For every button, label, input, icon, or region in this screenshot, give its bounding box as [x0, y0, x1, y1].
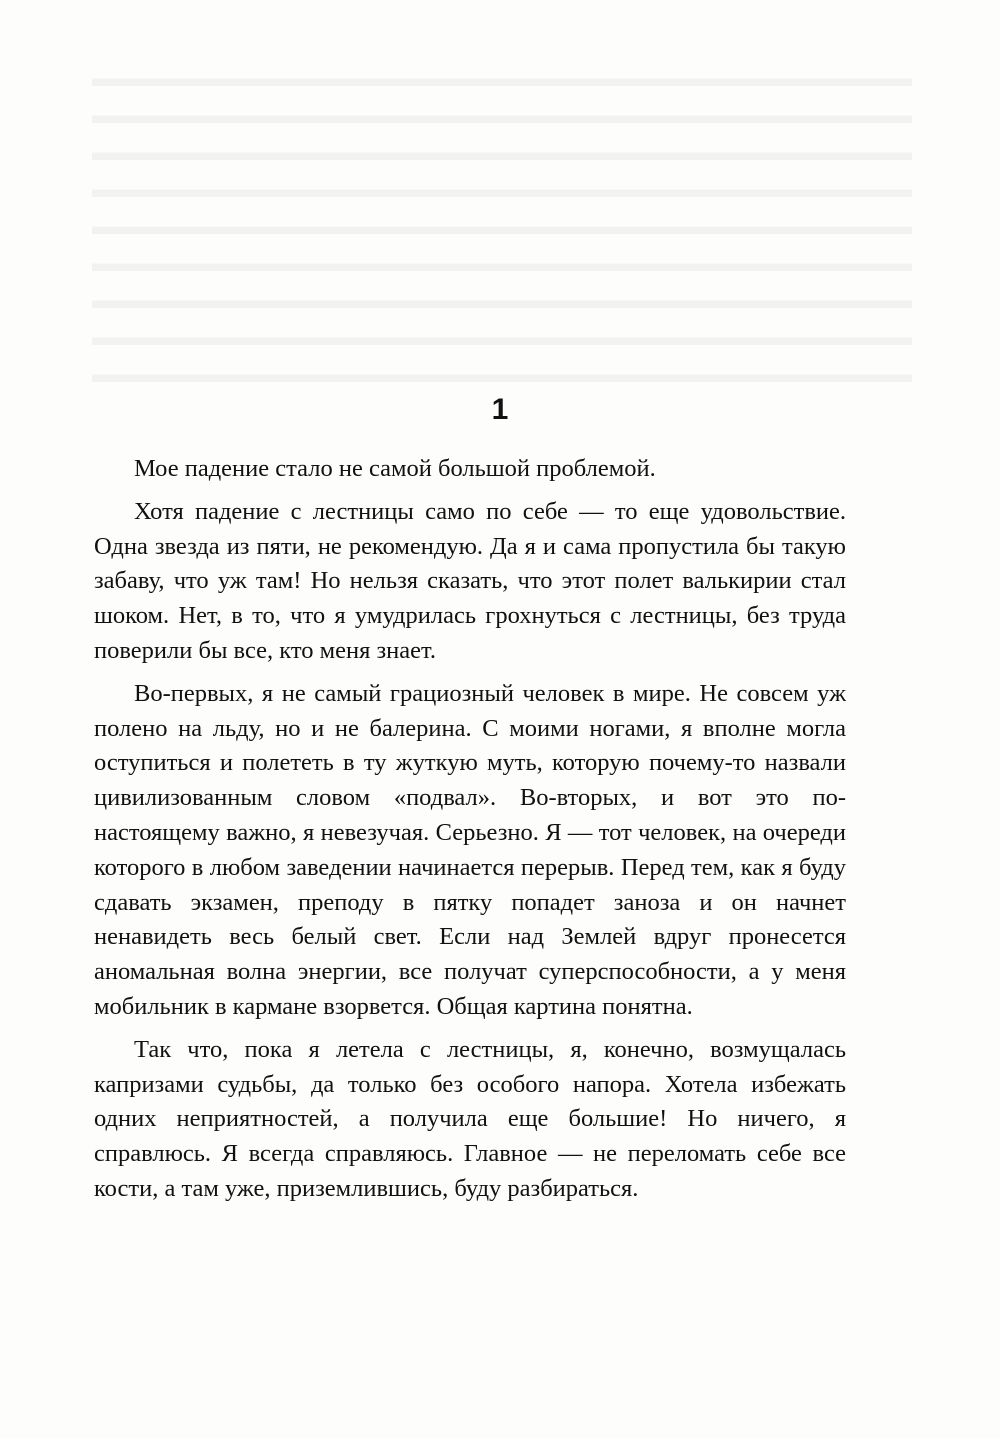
chapter-number: 1: [491, 393, 509, 426]
paragraph: Так что, пока я летела с лестницы, я, конечно, возмущалась капризами судьбы, да только без особого напора. Хотела избежать одних неприятностей, а получила еще большие! Но ничего, я справлюсь. Я всегда справляюсь. Главное — не переломать себе все кости, а там уже, приземлившись, буду разбираться.: [94, 1035, 846, 1202]
show-through-texture: [92, 60, 912, 393]
paragraph: Во-первых, я не самый грациозный человек в мире. Не совсем уж полено на льду, но и не балерина. С моими ногами, я вполне могла оступиться и полететь в ту жуткую муть, которую почему-то назвали цивилизованным словом «подвал». Во-вторых, и вот это по-настоящему важно, я невезучая. Серьезно. Я — тот человек, на очереди которого в любом заведении начинается перерыв. Перед тем, как я буду сдавать экзамен, преподу в пятку попадет заноза и он начнет ненавидеть весь белый свет. Если над Землей вдруг пронесется аномальная волна энергии, все получат суперспособности, а у меня мобильник в кармане взорвется. Общая картина понятна.: [94, 679, 846, 1020]
chapter-text: [94, 452, 846, 1215]
paragraph: Хотя падение с лестницы само по себе — то еще удовольствие. Одна звезда из пяти, не рекомендую. Да я и сама пропустила бы такую забаву, что уж там! Но нельзя сказать, что этот полет валькирии стал шоком. Нет, в то, что я умудрилась грохнуться с лестницы, без труда поверили бы все, кто меня знает.: [94, 497, 846, 664]
paragraph: Мое падение стало не самой большой проблемой.: [134, 455, 656, 482]
